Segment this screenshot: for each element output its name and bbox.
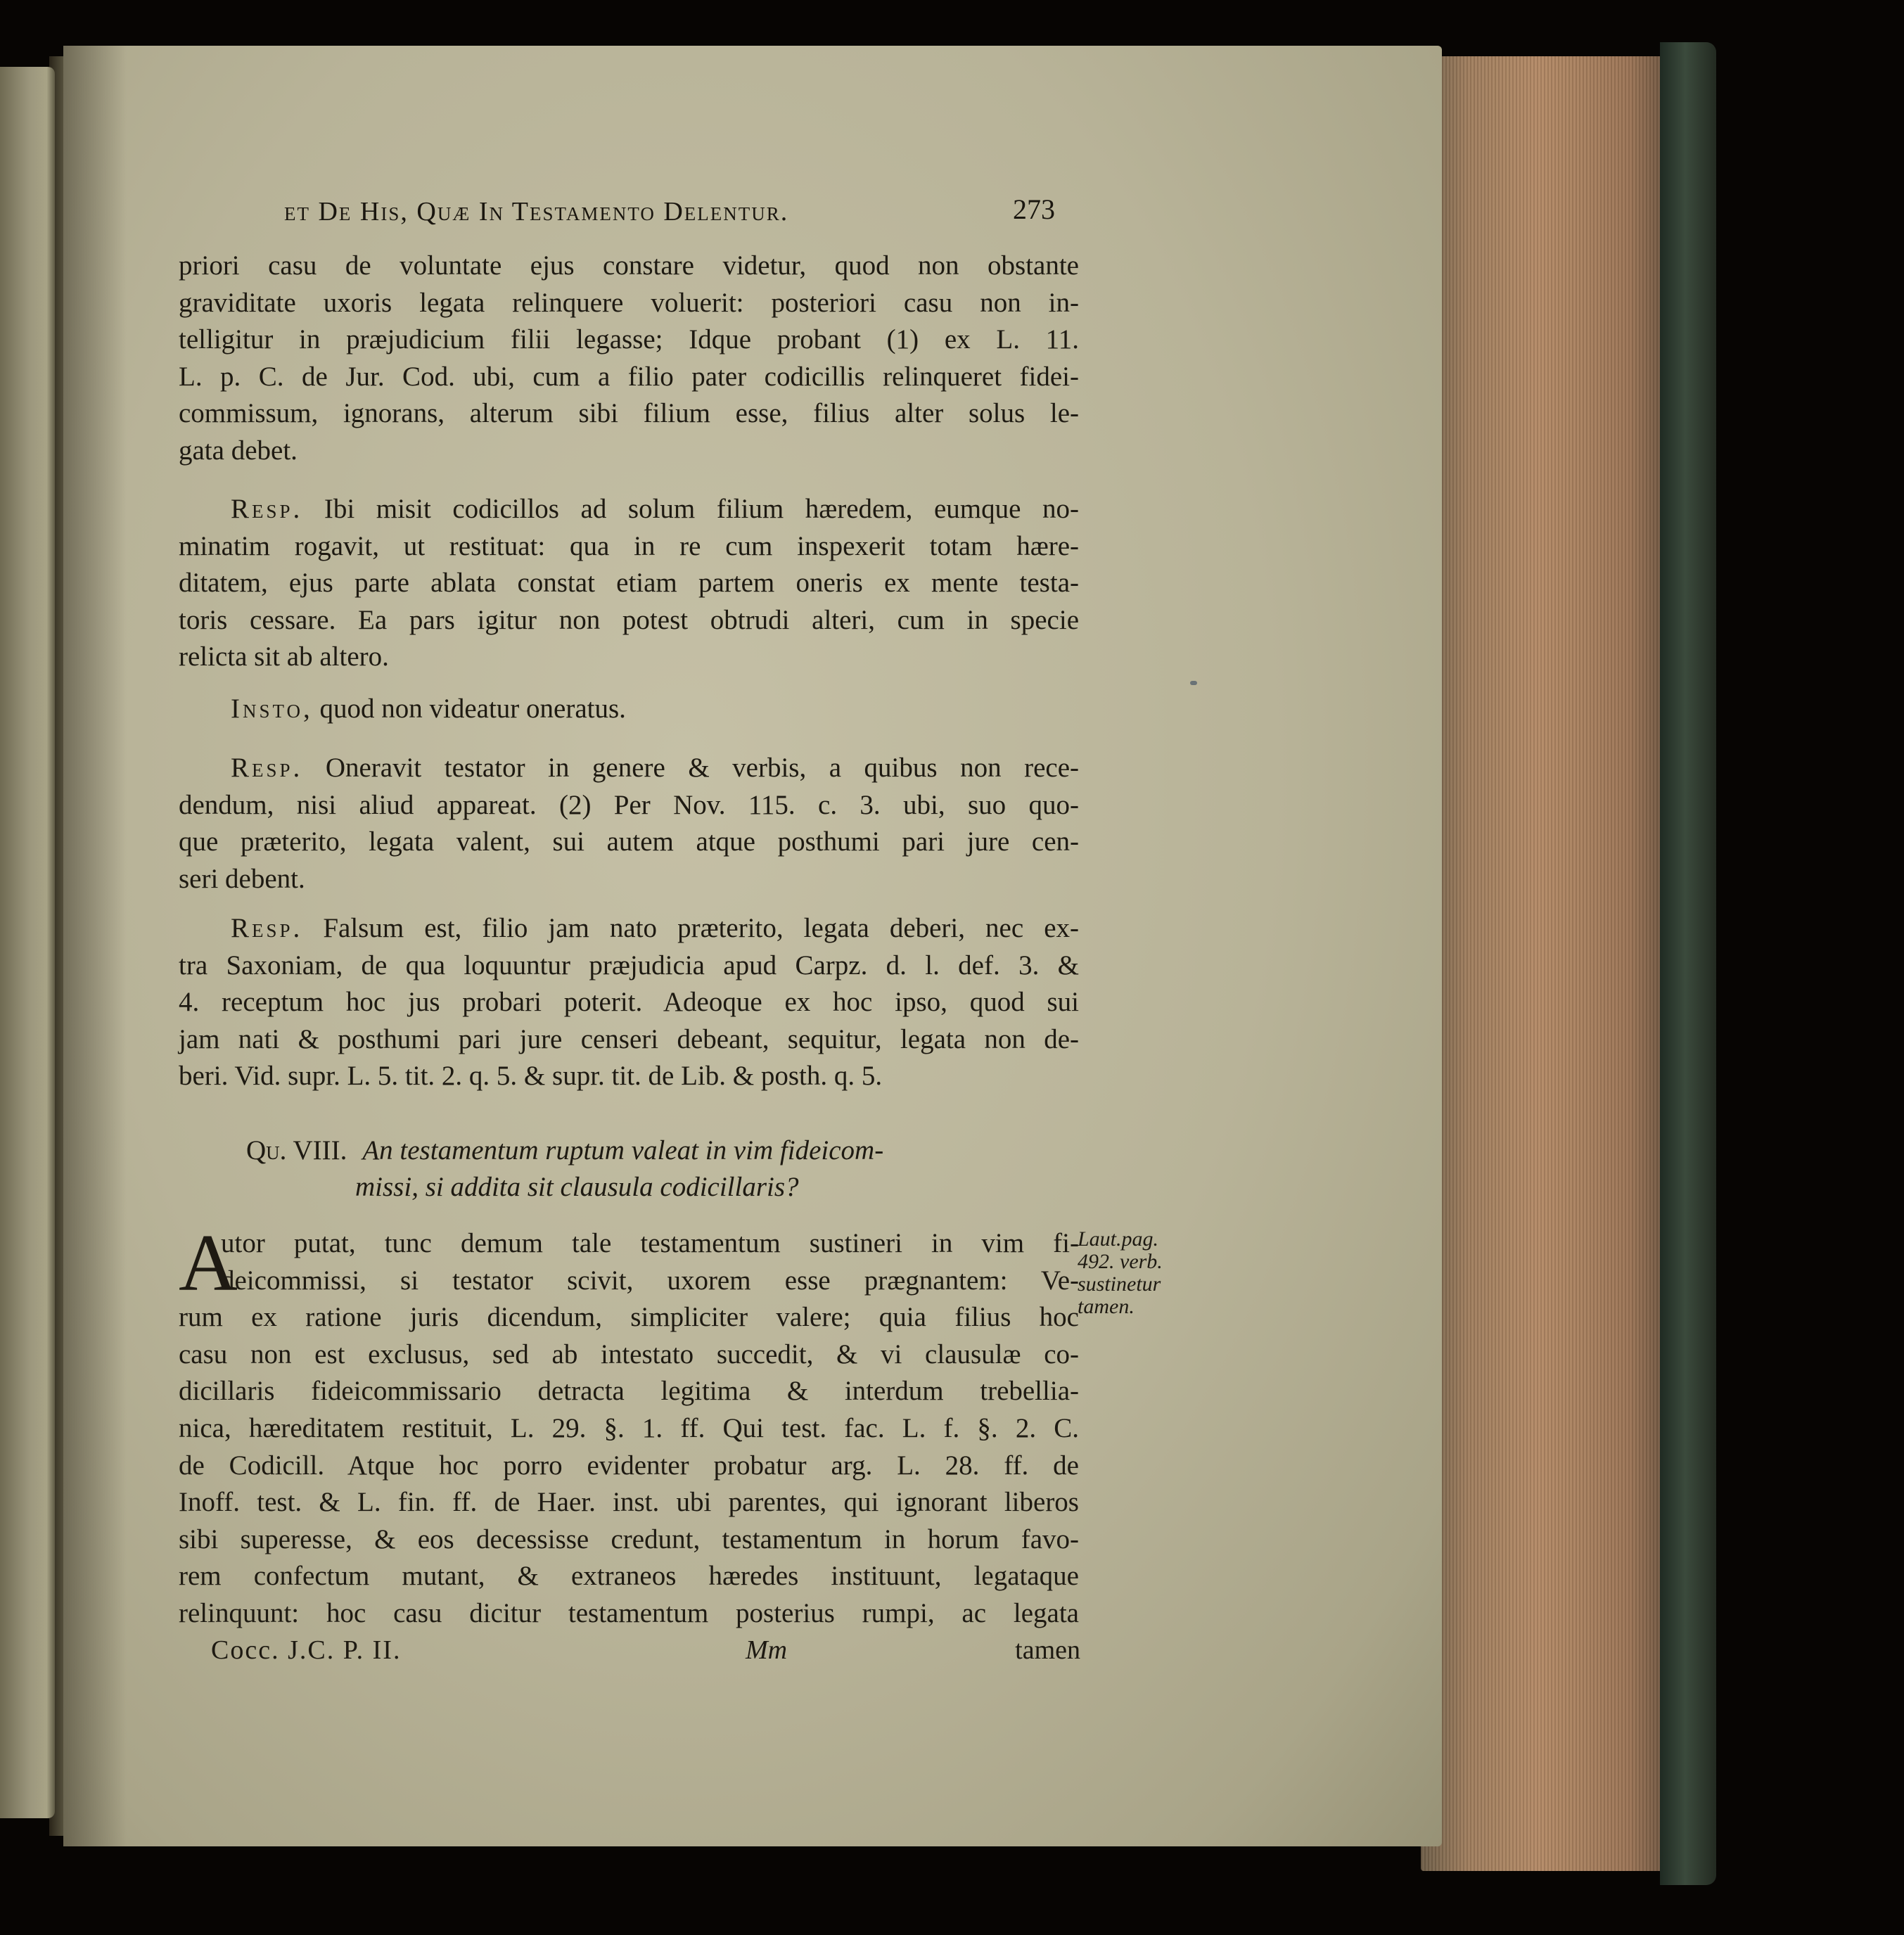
text-line: graviditate uxoris legata relinquere voluerit: posteriori casu non in- xyxy=(179,287,1079,318)
left-facing-page-edge xyxy=(0,67,55,1818)
text-line: minatim rogavit, ut restituat: qua in re cum inspexerit totam hære- xyxy=(179,530,1079,561)
question-text-line-2: missi, si addita sit clausula codicillaris? xyxy=(355,1172,799,1202)
text-line-content: Ibi misit codicillos ad solum filium hæredem, eumque no- xyxy=(324,494,1080,524)
margin-note-line: 492. verb. xyxy=(1078,1250,1163,1273)
text-line: rem confectum mutant, & extraneos hæredes instituunt, legataque xyxy=(179,1561,1079,1592)
text-line: sibi superesse, & eos decessisse credunt, testamentum in horum favo- xyxy=(179,1524,1079,1554)
text-line: utor putat, tunc demum tale testamentum sustineri in vim fi- xyxy=(221,1228,1079,1258)
question-label: Qu. VIII. xyxy=(246,1135,347,1166)
text-line: dendum, nisi aliud appareat. (2) Per Nov. 115. c. 3. ubi, suo quo- xyxy=(179,789,1079,820)
text-line: commissum, ignorans, alterum sibi filium esse, filius alter solus le- xyxy=(179,398,1079,429)
margin-note xyxy=(1078,1228,1204,1318)
text-line: seri debent. xyxy=(179,863,305,894)
running-head: et De His, Quæ In Testamento Delentur. xyxy=(284,197,789,226)
text-line xyxy=(179,910,1079,947)
signature-mark: Mm xyxy=(746,1635,788,1665)
text-line: de Codicill. Atque hoc porro evidenter probatur arg. L. 28. ff. de xyxy=(179,1450,1079,1481)
text-line: jam nati & posthumi pari jure censeri debeant, sequitur, legata non de- xyxy=(179,1023,1079,1054)
paragraph-response-3 xyxy=(179,910,1079,1095)
text-line: relicta sit ab altero. xyxy=(179,641,389,672)
catchword: tamen xyxy=(1015,1635,1080,1665)
text-line: dicillaris fideicommissario detracta legitima & interdum trebellia- xyxy=(179,1376,1079,1407)
text-line xyxy=(179,691,1079,728)
text-line: deicommissi, si testator scivit, uxorem esse prægnantem: Ve- xyxy=(221,1265,1079,1296)
dust-speck xyxy=(1190,681,1197,685)
paragraph-label: Resp. xyxy=(231,494,303,524)
paragraph-objection xyxy=(179,248,1079,470)
paragraph-label: Resp. xyxy=(231,753,303,783)
text-line xyxy=(179,491,1079,528)
margin-note-line: sustinetur xyxy=(1078,1272,1161,1296)
text-line xyxy=(179,750,1079,787)
text-line: telligitur in præjudicium filii legasse; Idque probant (1) ex L. 11. xyxy=(179,324,1079,355)
text-line: casu non est exclusus, sed ab intestato succedit, & vi clausulæ co- xyxy=(179,1339,1079,1369)
text-line: gata debet. xyxy=(179,435,298,466)
text-line: Inoff. test. & L. fin. ff. de Haer. inst. ubi parentes, qui ignorant liberos xyxy=(179,1487,1079,1518)
text-line: rum ex ratione juris dicendum, simpliciter valere; quia filius hoc xyxy=(179,1302,1079,1333)
question-text-line-1: An testamentum ruptum valeat in vim fideicom- xyxy=(362,1135,884,1166)
drop-cap: A xyxy=(179,1218,238,1308)
text-line: que præterito, legata valent, sui autem atque posthumi pari jure cen- xyxy=(179,826,1079,857)
text-line-content: quod non videatur oneratus. xyxy=(319,694,626,724)
margin-note-line: Laut.pag. xyxy=(1078,1227,1159,1251)
footer-signature: Cocc. J.C. P. II. xyxy=(211,1635,402,1665)
book-cover-edge xyxy=(1660,42,1716,1885)
text-line: 4. receptum hoc jus probari poterit. Adeoque ex hoc ipso, quod sui xyxy=(179,987,1079,1018)
text-line: toris cessare. Ea pars igitur non potest obtrudi alteri, cum in specie xyxy=(179,604,1079,635)
text-line: relinquunt: hoc casu dicitur testamentum posterius rumpi, ac legata xyxy=(179,1597,1079,1628)
text-line: priori casu de voluntate ejus constare videtur, quod non obstante xyxy=(179,250,1079,281)
text-line: beri. Vid. supr. L. 5. tit. 2. q. 5. & supr. tit. de Lib. & posth. q. 5. xyxy=(179,1061,883,1092)
question-heading xyxy=(246,1132,1076,1206)
text-line: ditatem, ejus parte ablata constat etiam partem oneris ex mente testa- xyxy=(179,568,1079,599)
text-line: tra Saxoniam, de qua loquuntur præjudicia apud Carpz. d. l. def. 3. & xyxy=(179,950,1079,981)
paragraph-label: Resp. xyxy=(231,913,303,943)
text-line-content: Oneravit testator in genere & verbis, a quibus non rece- xyxy=(325,753,1079,783)
page-number: 273 xyxy=(1013,193,1055,225)
paragraph-response-1 xyxy=(179,491,1079,676)
margin-note-line: tamen. xyxy=(1078,1295,1135,1318)
paragraph-response-2 xyxy=(179,750,1079,898)
text-line: nica, hæreditatem restituit, L. 29. §. 1. ff. Qui test. fac. L. f. §. 2. C. xyxy=(179,1412,1079,1443)
paragraph-answer xyxy=(179,1218,1079,1633)
paragraph-insto xyxy=(179,691,1079,728)
page-block-fore-edge xyxy=(1421,56,1681,1871)
text-line-content: Falsum est, filio jam nato præterito, legata deberi, nec ex- xyxy=(323,913,1080,943)
paragraph-label: Insto, xyxy=(231,694,313,724)
text-line: L. p. C. de Jur. Cod. ubi, cum a filio pater codicillis relinqueret fidei- xyxy=(179,361,1079,392)
